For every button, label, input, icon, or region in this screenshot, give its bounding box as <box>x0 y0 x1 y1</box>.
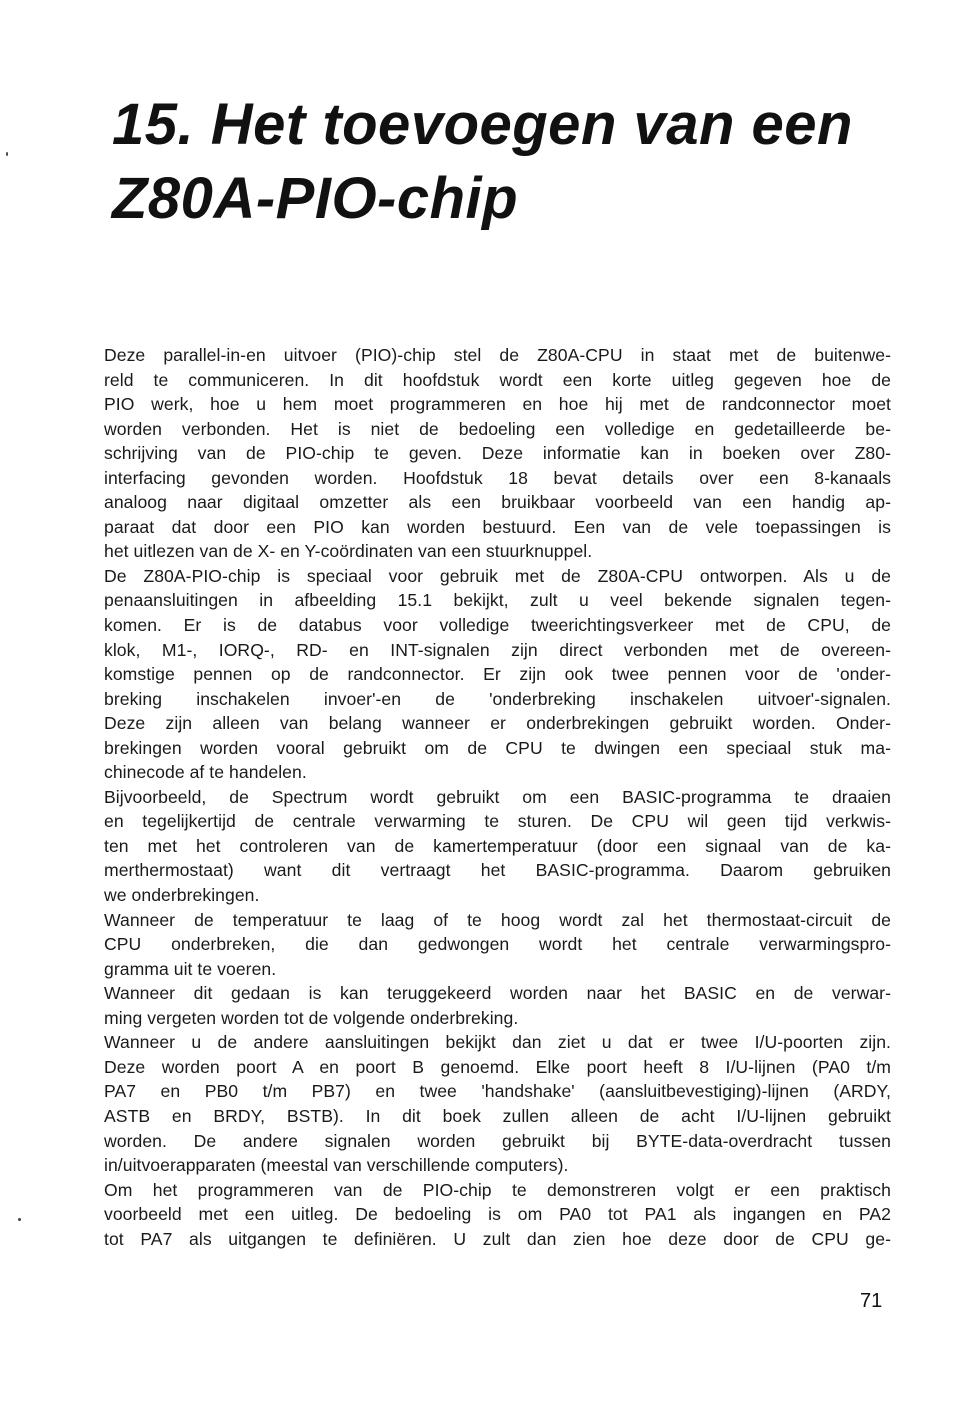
text-line: reld te communiceren. In dit hoofdstuk wordt een korte uitleg gegeven hoe de <box>104 369 891 390</box>
text-line: we onderbrekingen. <box>104 885 260 906</box>
text-line: ming vergeten worden tot de volgende onderbreking. <box>104 1007 519 1028</box>
text-line: komen. Er is de databus voor volledige tweerichtingsverkeer met de CPU, de <box>104 615 891 636</box>
body-text <box>104 343 891 1251</box>
scan-speck <box>6 152 8 156</box>
text-line: gramma uit te voeren. <box>104 958 277 979</box>
text-line: worden verbonden. Het is niet de bedoeling een volledige en gedetailleerde be- <box>104 418 891 439</box>
chapter-title-line-2: Z80A-PIO-chip <box>112 166 519 231</box>
text-line: interfacing gevonden worden. Hoofdstuk 18 bevat details over een 8-kanaals <box>104 467 891 488</box>
text-line: Wanneer dit gedaan is kan teruggekeerd worden naar het BASIC en de verwar- <box>104 983 891 1004</box>
text-line: PIO werk, hoe u hem moet programmeren en hoe hij met de randconnector moet <box>104 394 891 415</box>
text-line: PA7 en PB0 t/m PB7) en twee 'handshake' (aansluitbevestiging)-lijnen (ARDY, <box>104 1081 891 1102</box>
text-line: het uitlezen van de X- en Y-coördinaten van een stuurknuppel. <box>104 541 593 562</box>
text-line: merthermostaat) want dit vertraagt het BASIC-programma. Daarom gebruiken <box>104 860 891 881</box>
text-line: Deze worden poort A en poort B genoemd. Elke poort heeft 8 I/U-lijnen (PA0 t/m <box>104 1056 891 1077</box>
text-line: CPU onderbreken, die dan gedwongen wordt het centrale verwarmingspro- <box>104 934 891 955</box>
scan-speck <box>18 1218 21 1221</box>
text-line: Wanneer u de andere aansluitingen bekijkt dan ziet u dat er twee I/U-poorten zijn. <box>104 1032 891 1053</box>
page-number: 71 <box>860 1290 883 1312</box>
text-line: Om het programmeren van de PIO-chip te demonstreren volgt er een praktisch <box>104 1179 891 1200</box>
text-line: Wanneer de temperatuur te laag of te hoog wordt zal het thermostaat-circuit de <box>104 909 891 930</box>
text-line: Deze zijn alleen van belang wanneer er onderbrekingen gebruikt worden. Onder- <box>104 713 891 734</box>
text-line: worden. De andere signalen worden gebruikt bij BYTE-data-overdracht tussen <box>104 1130 891 1151</box>
text-line: paraat dat door een PIO kan worden bestuurd. Een van de vele toepassingen is <box>104 516 891 537</box>
text-line: penaansluitingen in afbeelding 15.1 bekijkt, zult u veel bekende signalen tegen- <box>104 590 891 611</box>
text-line: ASTB en BRDY, BSTB). In dit boek zullen alleen de acht I/U-lijnen gebruikt <box>104 1105 891 1126</box>
chapter-title <box>112 88 912 236</box>
text-line: komstige pennen op de randconnector. Er zijn ook twee pennen voor de 'onder- <box>104 664 891 685</box>
text-line: breking inschakelen invoer'-en de 'onderbreking inschakelen uitvoer'-signalen. <box>104 688 891 709</box>
text-line: brekingen worden vooral gebruikt om de CPU te dwingen een speciaal stuk ma- <box>104 737 891 758</box>
chapter-title-line-1: 15. Het toevoegen van een <box>112 92 853 157</box>
text-line: analoog naar digitaal omzetter als een bruikbaar voorbeeld van een handig ap- <box>104 492 891 513</box>
text-line: voorbeeld met een uitleg. De bedoeling is om PA0 tot PA1 als ingangen en PA2 <box>104 1204 891 1225</box>
text-line: klok, M1-, IORQ-, RD- en INT-signalen zijn direct verbonden met de overeen- <box>104 639 891 660</box>
text-line: Bijvoorbeeld, de Spectrum wordt gebruikt om een BASIC-programma te draaien <box>104 786 891 807</box>
text-line: en tegelijkertijd de centrale verwarming te sturen. De CPU wil geen tijd verkwis- <box>104 811 891 832</box>
text-line: tot PA7 als uitgangen te definiëren. U zult dan zien hoe deze door de CPU ge- <box>104 1228 891 1249</box>
text-line: ten met het controleren van de kamertemperatuur (door een signaal van de ka- <box>104 835 891 856</box>
text-line: in/uitvoerapparaten (meestal van verschillende computers). <box>104 1155 569 1176</box>
text-line: schrijving van de PIO-chip te geven. Deze informatie kan in boeken over Z80- <box>104 443 891 464</box>
text-line: De Z80A-PIO-chip is speciaal voor gebruik met de Z80A-CPU ontworpen. Als u de <box>104 565 891 586</box>
text-line: chinecode af te handelen. <box>104 762 307 783</box>
text-line: Deze parallel-in-en uitvoer (PIO)-chip stel de Z80A-CPU in staat met de buitenwe- <box>104 345 891 365</box>
